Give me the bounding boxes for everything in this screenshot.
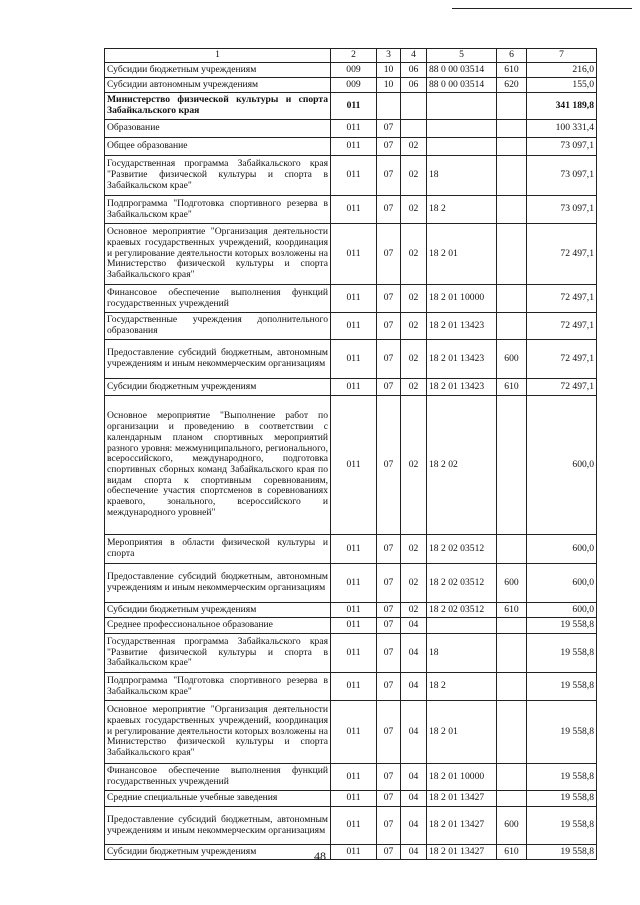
- row-section: 07: [377, 603, 401, 618]
- row-expense-type: 600: [497, 340, 527, 379]
- row-expense-type: 610: [497, 603, 527, 618]
- table-row: [105, 63, 597, 78]
- row-sum: 73 097,1: [527, 156, 597, 196]
- row-admin-code: 011: [331, 764, 377, 791]
- row-admin-code: 011: [331, 634, 377, 673]
- row-name: Средние специальные учебные заведения: [105, 791, 331, 807]
- row-subsection: 04: [401, 764, 427, 791]
- row-admin-code: 011: [331, 313, 377, 340]
- row-admin-code: 011: [331, 156, 377, 196]
- row-target-code: 18 2: [427, 673, 497, 701]
- row-section: 07: [377, 701, 401, 764]
- row-sum: 19 558,8: [527, 634, 597, 673]
- header-col-1: 1: [105, 49, 331, 63]
- row-expense-type: [497, 196, 527, 224]
- row-subsection: 02: [401, 340, 427, 379]
- row-sum: 100 331,4: [527, 120, 597, 138]
- row-target-code: 18 2 02: [427, 396, 497, 535]
- row-section: 07: [377, 224, 401, 285]
- table-row: [105, 120, 597, 138]
- row-admin-code: 011: [331, 673, 377, 701]
- row-sum: 19 558,8: [527, 673, 597, 701]
- header-col-4: 4: [401, 49, 427, 63]
- row-target-code: [427, 120, 497, 138]
- row-subsection: 02: [401, 603, 427, 618]
- row-admin-code: 011: [331, 845, 377, 860]
- row-section: 07: [377, 138, 401, 156]
- row-expense-type: [497, 156, 527, 196]
- row-expense-type: [497, 535, 527, 564]
- row-expense-type: [497, 618, 527, 634]
- row-subsection: 02: [401, 396, 427, 535]
- row-section: 07: [377, 379, 401, 396]
- row-name: Основное мероприятие "Организация деятельности краевых государственных учреждений, координация и регулирование деятельности которых возложены на Министерство физической культуры и спорта Забайкальского края": [105, 701, 331, 764]
- row-sum: 72 497,1: [527, 313, 597, 340]
- row-expense-type: [497, 285, 527, 313]
- table-row: [105, 313, 597, 340]
- row-name: Основное мероприятие "Организация деятельности краевых государственных учреждений, координация и регулирование деятельности которых возложены на Министерство физической культуры и спорта Забайкальского края": [105, 224, 331, 285]
- row-admin-code: 011: [331, 340, 377, 379]
- table-row: [105, 764, 597, 791]
- row-admin-code: 011: [331, 564, 377, 603]
- row-target-code: [427, 618, 497, 634]
- table-row: [105, 807, 597, 845]
- top-rule: [452, 8, 632, 9]
- row-expense-type: [497, 634, 527, 673]
- row-target-code: 18 2 01: [427, 701, 497, 764]
- row-sum: 19 558,8: [527, 845, 597, 860]
- row-admin-code: 011: [331, 285, 377, 313]
- row-name: Финансовое обеспечение выполнения функций государственных учреждений: [105, 285, 331, 313]
- table-row: [105, 634, 597, 673]
- row-subsection: 04: [401, 701, 427, 764]
- row-sum: 72 497,1: [527, 224, 597, 285]
- row-sum: 72 497,1: [527, 285, 597, 313]
- row-name: Субсидии бюджетным учреждениям: [105, 845, 331, 860]
- row-section: 07: [377, 396, 401, 535]
- row-sum: 600,0: [527, 396, 597, 535]
- row-name: Мероприятия в области физической культуры и спорта: [105, 535, 331, 564]
- row-expense-type: 600: [497, 564, 527, 603]
- row-sum: 19 558,8: [527, 791, 597, 807]
- row-name: Субсидии бюджетным учреждениям: [105, 63, 331, 78]
- header-col-2: 2: [331, 49, 377, 63]
- row-name: Министерство физической культуры и спорта Забайкальского края: [105, 93, 331, 120]
- row-subsection: 04: [401, 618, 427, 634]
- row-target-code: [427, 138, 497, 156]
- row-expense-type: 620: [497, 78, 527, 93]
- row-sum: 73 097,1: [527, 138, 597, 156]
- row-sum: 72 497,1: [527, 340, 597, 379]
- row-section: 10: [377, 63, 401, 78]
- row-subsection: 04: [401, 791, 427, 807]
- row-section: 07: [377, 285, 401, 313]
- row-subsection: 02: [401, 196, 427, 224]
- row-sum: 216,0: [527, 63, 597, 78]
- row-section: [377, 93, 401, 120]
- row-subsection: 02: [401, 313, 427, 340]
- row-admin-code: 009: [331, 63, 377, 78]
- row-subsection: 06: [401, 63, 427, 78]
- row-name: Субсидии бюджетным учреждениям: [105, 379, 331, 396]
- row-expense-type: [497, 791, 527, 807]
- row-target-code: 18 2 02 03512: [427, 535, 497, 564]
- table-row: [105, 564, 597, 603]
- row-admin-code: 011: [331, 396, 377, 535]
- table-row: [105, 285, 597, 313]
- row-target-code: 18 2 01 13427: [427, 845, 497, 860]
- row-name: Среднее профессиональное образование: [105, 618, 331, 634]
- row-section: 07: [377, 120, 401, 138]
- row-name: Государственная программа Забайкальского края "Развитие физической культуры и спорта в Забайкальском крае": [105, 156, 331, 196]
- row-section: 07: [377, 564, 401, 603]
- row-subsection: 02: [401, 564, 427, 603]
- table-row: [105, 138, 597, 156]
- row-admin-code: 011: [331, 93, 377, 120]
- row-section: 07: [377, 156, 401, 196]
- table-row: [105, 791, 597, 807]
- row-sum: 600,0: [527, 564, 597, 603]
- page-number: 48: [314, 849, 326, 863]
- row-sum: 19 558,8: [527, 764, 597, 791]
- row-subsection: 04: [401, 634, 427, 673]
- row-sum: 73 097,1: [527, 196, 597, 224]
- row-expense-type: [497, 701, 527, 764]
- row-target-code: 18 2 01 13423: [427, 313, 497, 340]
- row-target-code: 18 2 02 03512: [427, 564, 497, 603]
- row-name: Предоставление субсидий бюджетным, автономным учреждениям и иным некоммерческим организациям: [105, 340, 331, 379]
- row-subsection: 04: [401, 673, 427, 701]
- row-target-code: 88 0 00 03514: [427, 78, 497, 93]
- table-row: [105, 78, 597, 93]
- row-admin-code: 011: [331, 603, 377, 618]
- row-subsection: 02: [401, 224, 427, 285]
- row-name: Государственная программа Забайкальского края "Развитие физической культуры и спорта в Забайкальском крае": [105, 634, 331, 673]
- row-name: Государственные учреждения дополнительного образования: [105, 313, 331, 340]
- row-expense-type: [497, 396, 527, 535]
- row-name: Предоставление субсидий бюджетным, автономным учреждениям и иным некоммерческим организациям: [105, 807, 331, 845]
- row-target-code: [427, 93, 497, 120]
- table-header-row: [105, 49, 597, 63]
- row-target-code: 18 2 01: [427, 224, 497, 285]
- table-row: [105, 379, 597, 396]
- row-section: 07: [377, 340, 401, 379]
- row-target-code: 18: [427, 634, 497, 673]
- row-section: 07: [377, 313, 401, 340]
- header-col-5: 5: [427, 49, 497, 63]
- row-sum: 341 189,8: [527, 93, 597, 120]
- table-row: [105, 156, 597, 196]
- header-col-7: 7: [527, 49, 597, 63]
- row-target-code: 18 2 01 13427: [427, 791, 497, 807]
- row-subsection: 04: [401, 845, 427, 860]
- row-target-code: 18 2 01 10000: [427, 285, 497, 313]
- row-name: Субсидии бюджетным учреждениям: [105, 603, 331, 618]
- row-subsection: 02: [401, 156, 427, 196]
- row-section: 10: [377, 78, 401, 93]
- row-section: 07: [377, 535, 401, 564]
- row-target-code: 88 0 00 03514: [427, 63, 497, 78]
- row-expense-type: [497, 313, 527, 340]
- row-target-code: 18 2: [427, 196, 497, 224]
- row-sum: 155,0: [527, 78, 597, 93]
- header-col-3: 3: [377, 49, 401, 63]
- row-admin-code: 011: [331, 120, 377, 138]
- row-expense-type: 610: [497, 379, 527, 396]
- row-expense-type: [497, 224, 527, 285]
- row-subsection: 04: [401, 807, 427, 845]
- row-admin-code: 011: [331, 379, 377, 396]
- row-name: Основное мероприятие "Выполнение работ по организации и проведению в соответствии с календарным планом спортивных мероприятий разного уровня: межмуниципального, регионального, всероссийского, международного, подготовка спортивных сборных команд Забайкальского края по видам спорта к спортивным соревнованиям, обеспечение участия спортсменов в соревнованиях краевого, зонального, всероссийского и международного уровней": [105, 396, 331, 535]
- row-target-code: 18 2 01 13423: [427, 340, 497, 379]
- row-subsection: 02: [401, 138, 427, 156]
- row-target-code: 18 2 01 13423: [427, 379, 497, 396]
- row-section: 07: [377, 634, 401, 673]
- row-admin-code: 011: [331, 618, 377, 634]
- table-row: [105, 196, 597, 224]
- row-expense-type: [497, 120, 527, 138]
- row-target-code: 18 2 02 03512: [427, 603, 497, 618]
- row-section: 07: [377, 196, 401, 224]
- row-name: Предоставление субсидий бюджетным, автономным учреждениям и иным некоммерческим организациям: [105, 564, 331, 603]
- table-row: [105, 93, 597, 120]
- row-name: Образование: [105, 120, 331, 138]
- row-name: Подпрограмма "Подготовка спортивного резерва в Забайкальском крае": [105, 673, 331, 701]
- row-expense-type: [497, 93, 527, 120]
- row-section: 07: [377, 807, 401, 845]
- row-expense-type: [497, 673, 527, 701]
- header-col-6: 6: [497, 49, 527, 63]
- row-expense-type: 610: [497, 845, 527, 860]
- row-admin-code: 011: [331, 807, 377, 845]
- table-row: [105, 396, 597, 535]
- row-name: Подпрограмма "Подготовка спортивного резерва в Забайкальском крае": [105, 196, 331, 224]
- row-admin-code: 011: [331, 535, 377, 564]
- row-target-code: 18 2 01 10000: [427, 764, 497, 791]
- row-subsection: [401, 120, 427, 138]
- row-admin-code: 009: [331, 78, 377, 93]
- row-subsection: 02: [401, 379, 427, 396]
- row-name: Субсидии автономным учреждениям: [105, 78, 331, 93]
- table-row: [105, 673, 597, 701]
- table-row: [105, 603, 597, 618]
- table-row: [105, 618, 597, 634]
- row-admin-code: 011: [331, 196, 377, 224]
- row-admin-code: 011: [331, 791, 377, 807]
- row-sum: 72 497,1: [527, 379, 597, 396]
- row-expense-type: [497, 138, 527, 156]
- row-admin-code: 011: [331, 138, 377, 156]
- row-name: Общее образование: [105, 138, 331, 156]
- row-section: 07: [377, 764, 401, 791]
- table-row: [105, 340, 597, 379]
- row-subsection: 02: [401, 285, 427, 313]
- budget-table-body: [105, 49, 597, 860]
- row-sum: 19 558,8: [527, 807, 597, 845]
- row-target-code: 18 2 01 13427: [427, 807, 497, 845]
- row-expense-type: 600: [497, 807, 527, 845]
- row-expense-type: [497, 764, 527, 791]
- row-name: Финансовое обеспечение выполнения функций государственных учреждений: [105, 764, 331, 791]
- row-section: 07: [377, 618, 401, 634]
- row-expense-type: 610: [497, 63, 527, 78]
- table-row: [105, 701, 597, 764]
- row-subsection: [401, 93, 427, 120]
- row-subsection: 02: [401, 535, 427, 564]
- row-subsection: 06: [401, 78, 427, 93]
- row-section: 07: [377, 673, 401, 701]
- table-row: [105, 224, 597, 285]
- row-admin-code: 011: [331, 701, 377, 764]
- row-sum: 19 558,8: [527, 701, 597, 764]
- budget-table: [104, 48, 597, 860]
- table-row: [105, 535, 597, 564]
- row-sum: 600,0: [527, 535, 597, 564]
- row-admin-code: 011: [331, 224, 377, 285]
- row-section: 07: [377, 845, 401, 860]
- row-sum: 600,0: [527, 603, 597, 618]
- row-sum: 19 558,8: [527, 618, 597, 634]
- row-target-code: 18: [427, 156, 497, 196]
- row-section: 07: [377, 791, 401, 807]
